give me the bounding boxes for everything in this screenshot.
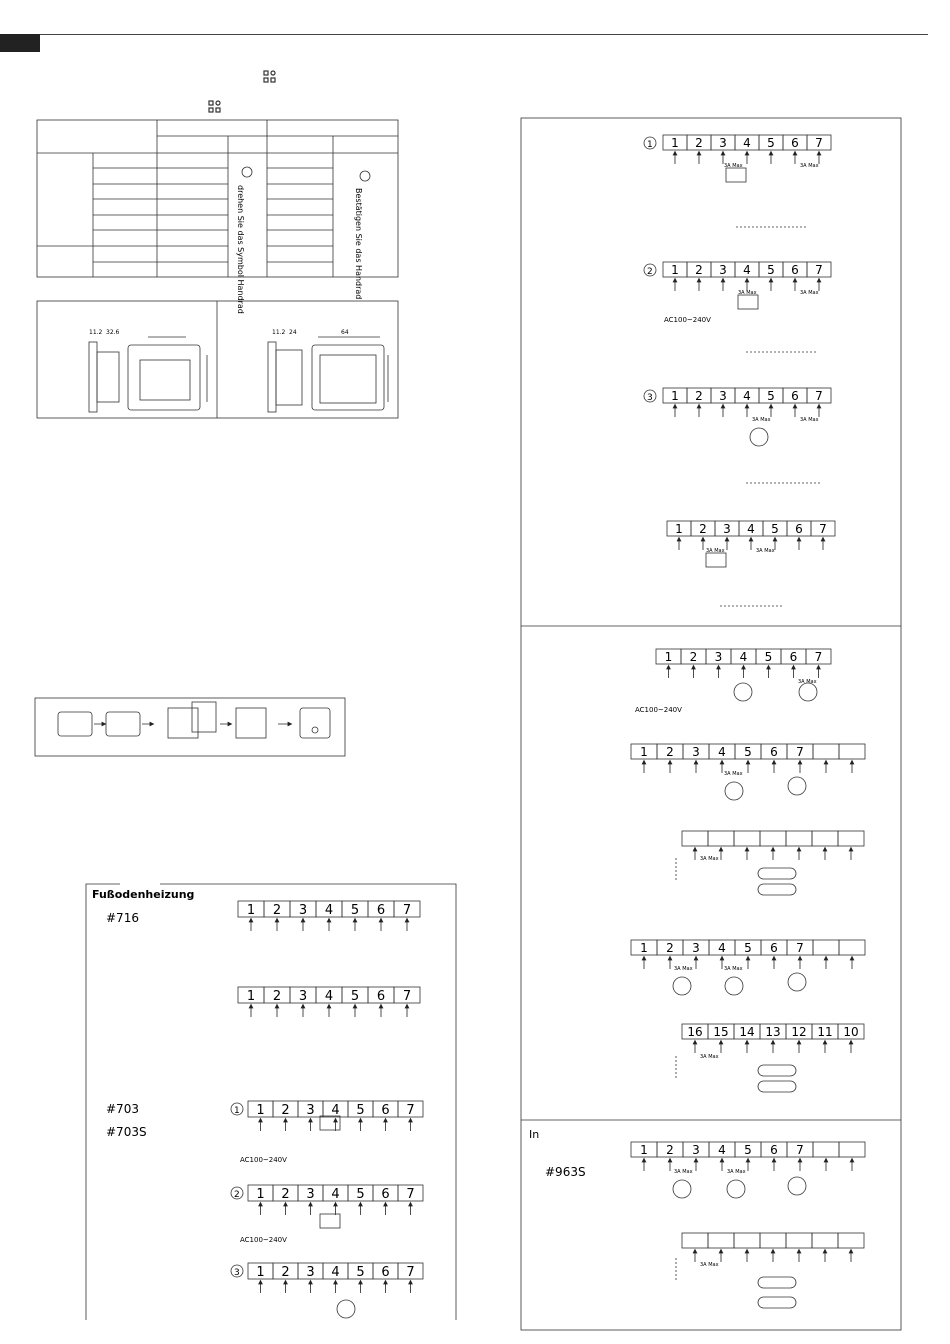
terminal-number: 1: [671, 263, 679, 277]
terminal-number: 1: [246, 903, 256, 918]
max-current-label: 3A Max: [674, 1169, 693, 1175]
terminal-number: 6: [795, 522, 803, 536]
terminal-number: 15: [713, 1025, 729, 1039]
terminal-number: 1: [640, 1143, 648, 1157]
actuator-symbol: [337, 1300, 355, 1318]
terminal-number: 3: [298, 903, 308, 918]
terminal-number: 4: [331, 1187, 340, 1202]
terminal-number: 12: [791, 1025, 807, 1039]
terminal-number: 5: [356, 1187, 365, 1202]
terminal-number: 1: [640, 745, 648, 759]
terminal-number: 2: [272, 989, 282, 1004]
terminal-number: 7: [815, 389, 823, 403]
terminal-number: 7: [796, 1143, 804, 1157]
terminal-number: 6: [770, 941, 778, 955]
max-current-label: 3A Max: [724, 771, 743, 777]
terminal-number: 5: [356, 1103, 365, 1118]
terminal-number: 5: [350, 989, 360, 1004]
terminal-number: 5: [356, 1265, 365, 1280]
terminal-number: 11: [817, 1025, 833, 1039]
terminal-cell: [786, 1233, 812, 1248]
rotate-symbol-text: drehen Sie das Symbol Handrad: [236, 185, 245, 314]
terminal-number: 10: [843, 1025, 859, 1039]
terminal-number: 3: [306, 1103, 315, 1118]
terminal-cell: [682, 831, 708, 846]
terminal-number: 4: [739, 650, 748, 664]
terminal-number: 13: [765, 1025, 781, 1039]
terminal-number: 4: [743, 136, 751, 150]
terminal-number: 2: [699, 522, 707, 536]
terminal-cell: [812, 831, 838, 846]
model-703: #703: [106, 1102, 139, 1116]
installation-steps: [35, 698, 345, 756]
terminal-number: 6: [791, 389, 799, 403]
terminal-number: 1: [675, 522, 683, 536]
max-current-label: 3A Max: [724, 163, 743, 169]
terminal-number: 4: [718, 745, 726, 759]
grid-icon: [264, 71, 275, 82]
max-current-label: 3A Max: [756, 548, 775, 554]
terminal-number: 4: [747, 522, 755, 536]
terminal-number: 1: [256, 1187, 265, 1202]
terminal-number: 4: [718, 1143, 726, 1157]
terminal-number: 1: [246, 989, 256, 1004]
terminal-number: 4: [324, 989, 334, 1004]
dim-right-c: 64: [341, 329, 349, 336]
svg-text:2: 2: [647, 267, 653, 277]
load-box-symbol: [706, 553, 726, 567]
max-current-label: 3A Max: [700, 856, 719, 862]
terminal-number: 14: [739, 1025, 755, 1039]
terminal-cell: [760, 1233, 786, 1248]
terminal-number: 6: [381, 1265, 390, 1280]
terminal-number: 7: [406, 1187, 415, 1202]
actuator-symbol: [727, 1180, 745, 1198]
terminal-number: 3: [306, 1265, 315, 1280]
max-current-label: 3A Max: [800, 163, 819, 169]
max-current-label: 3A Max: [674, 966, 693, 972]
max-current-label: 3A Max: [727, 1169, 746, 1175]
svg-text:2: 2: [234, 1190, 240, 1200]
terminal-number: 4: [743, 263, 751, 277]
terminal-number: 3: [719, 136, 727, 150]
actuator-symbol: [799, 683, 817, 701]
terminal-number: 3: [723, 522, 731, 536]
terminal-number: 16: [687, 1025, 703, 1039]
ac-label-2: AC100~240V: [635, 706, 682, 714]
terminal-number: 7: [406, 1265, 415, 1280]
terminal-number: 3: [692, 745, 700, 759]
svg-text:3: 3: [234, 1268, 240, 1278]
terminal-number: 5: [350, 903, 360, 918]
terminal-number: 3: [306, 1187, 315, 1202]
svg-text:1: 1: [647, 140, 653, 150]
heater-element: [758, 1065, 796, 1076]
circled-number-2b: [231, 1187, 243, 1200]
terminal-number: 6: [770, 745, 778, 759]
circled-number-3b: [231, 1265, 243, 1278]
terminal-number: 5: [771, 522, 779, 536]
terminal-number: 6: [376, 903, 386, 918]
load-box-symbol: [320, 1116, 340, 1130]
terminal-number: 6: [791, 263, 799, 277]
heater-element: [758, 1277, 796, 1288]
heater-element: [758, 1297, 796, 1308]
terminal-number: 7: [796, 941, 804, 955]
terminal-number: 7: [819, 522, 827, 536]
actuator-symbol: [750, 428, 768, 446]
terminal-number: 2: [689, 650, 698, 664]
terminal-number: 2: [272, 903, 282, 918]
heater-element: [758, 868, 796, 879]
terminal-number: 1: [671, 136, 679, 150]
terminal-number: 6: [376, 989, 386, 1004]
terminal-number: 6: [770, 1143, 778, 1157]
terminal-number: 4: [331, 1103, 340, 1118]
terminal-number: 7: [796, 745, 804, 759]
terminal-number: 1: [256, 1103, 265, 1118]
terminal-number: 2: [281, 1265, 290, 1280]
actuator-symbol: [673, 977, 691, 995]
terminal-number: 3: [692, 941, 700, 955]
terminal-cell: [839, 1142, 865, 1157]
terminal-cell: [839, 940, 865, 955]
terminal-number: 2: [281, 1103, 290, 1118]
circled-number-3a: [644, 390, 656, 403]
max-current-label: 3A Max: [700, 1262, 719, 1268]
max-current-label: 3A Max: [706, 548, 725, 554]
heater-element: [758, 884, 796, 895]
terminal-number: 7: [402, 903, 412, 918]
terminal-number: 5: [767, 389, 775, 403]
terminal-cell: [786, 831, 812, 846]
model-703s: #703S: [106, 1125, 147, 1139]
actuator-symbol: [788, 1177, 806, 1195]
terminal-number: 7: [815, 136, 823, 150]
ac-label-1: AC100~240V: [664, 316, 711, 324]
dimension-drawings: [37, 301, 398, 418]
model-716: #716: [106, 911, 139, 925]
terminal-cell: [734, 1233, 760, 1248]
actuator-symbol: [725, 977, 743, 995]
floor-heating-title: Fußodenheizung: [92, 888, 195, 901]
dim-right-a: 11.2: [272, 329, 286, 336]
terminal-number: 3: [298, 989, 308, 1004]
terminal-cell: [708, 1233, 734, 1248]
terminal-number: 4: [718, 941, 726, 955]
label-in: In: [529, 1128, 540, 1141]
model-963s: #963S: [545, 1165, 586, 1179]
actuator-symbol: [725, 782, 743, 800]
grid-icon: [209, 101, 220, 112]
terminal-number: 2: [666, 941, 674, 955]
terminal-number: 6: [791, 136, 799, 150]
terminal-cell: [813, 940, 839, 955]
max-current-label: 3A Max: [700, 1054, 719, 1060]
terminal-number: 3: [692, 1143, 700, 1157]
terminal-number: 4: [331, 1265, 340, 1280]
terminal-cell: [813, 744, 839, 759]
terminal-number: 2: [281, 1187, 290, 1202]
terminal-cell: [838, 831, 864, 846]
terminal-number: 6: [381, 1103, 390, 1118]
load-box-symbol: [738, 295, 758, 309]
max-current-label: 3A Max: [800, 417, 819, 423]
terminal-number: 3: [714, 650, 723, 664]
actuator-symbol: [734, 683, 752, 701]
terminal-cell: [708, 831, 734, 846]
terminal-number: 7: [406, 1103, 415, 1118]
terminal-number: 5: [764, 650, 773, 664]
floor-heating-box: [86, 884, 456, 1320]
terminal-number: 3: [719, 389, 727, 403]
actuator-symbol: [673, 1180, 691, 1198]
max-current-label: 3A Max: [752, 417, 771, 423]
circled-number-1b: [231, 1103, 243, 1116]
actuator-symbol: [788, 777, 806, 795]
dim-left-b: 32.6: [106, 329, 120, 336]
terminal-cell: [813, 1142, 839, 1157]
terminal-cell: [734, 831, 760, 846]
terminal-number: 5: [767, 136, 775, 150]
terminal-number: 2: [695, 263, 703, 277]
heater-element: [758, 1081, 796, 1092]
terminal-number: 6: [381, 1187, 390, 1202]
load-box-symbol: [726, 168, 746, 182]
svg-text:3: 3: [647, 393, 653, 403]
actuator-symbol: [788, 973, 806, 991]
load-box-symbol: [320, 1214, 340, 1228]
terminal-cell: [682, 1233, 708, 1248]
terminal-number: 7: [815, 263, 823, 277]
terminal-number: 5: [744, 941, 752, 955]
terminal-number: 1: [664, 650, 673, 664]
settings-table: [37, 120, 398, 277]
circled-number-2a: [644, 264, 656, 277]
max-current-label: 3A Max: [724, 966, 743, 972]
ac-label-4: AC100~240V: [240, 1236, 287, 1244]
terminal-number: 5: [744, 745, 752, 759]
dim-right-b: 24: [289, 329, 297, 336]
terminal-number: 5: [767, 263, 775, 277]
terminal-cell: [839, 744, 865, 759]
terminal-cell: [838, 1233, 864, 1248]
terminal-number: 2: [666, 745, 674, 759]
max-current-label: 3A Max: [800, 290, 819, 296]
terminal-number: 2: [666, 1143, 674, 1157]
dim-left-a: 11.2: [89, 329, 103, 336]
terminal-cell: [760, 831, 786, 846]
svg-text:1: 1: [234, 1106, 240, 1116]
terminal-number: 1: [256, 1265, 265, 1280]
terminal-number: 4: [743, 389, 751, 403]
terminal-number: 7: [814, 650, 823, 664]
terminal-number: 1: [671, 389, 679, 403]
terminal-number: 1: [640, 941, 648, 955]
confirm-symbol-text: Bestätigen Sie das Handrad: [354, 188, 363, 300]
terminal-number: 3: [719, 263, 727, 277]
right-column-frame: [521, 118, 901, 1330]
terminal-cell: [812, 1233, 838, 1248]
terminal-number: 2: [695, 136, 703, 150]
terminal-number: 7: [402, 989, 412, 1004]
ac-label-3: AC100~240V: [240, 1156, 287, 1164]
terminal-number: 6: [789, 650, 798, 664]
max-current-label: 3A Max: [798, 679, 817, 685]
terminal-number: 4: [324, 903, 334, 918]
terminal-number: 5: [744, 1143, 752, 1157]
max-current-label: 3A Max: [738, 290, 757, 296]
terminal-number: 2: [695, 389, 703, 403]
circled-number-1a: [644, 137, 656, 150]
